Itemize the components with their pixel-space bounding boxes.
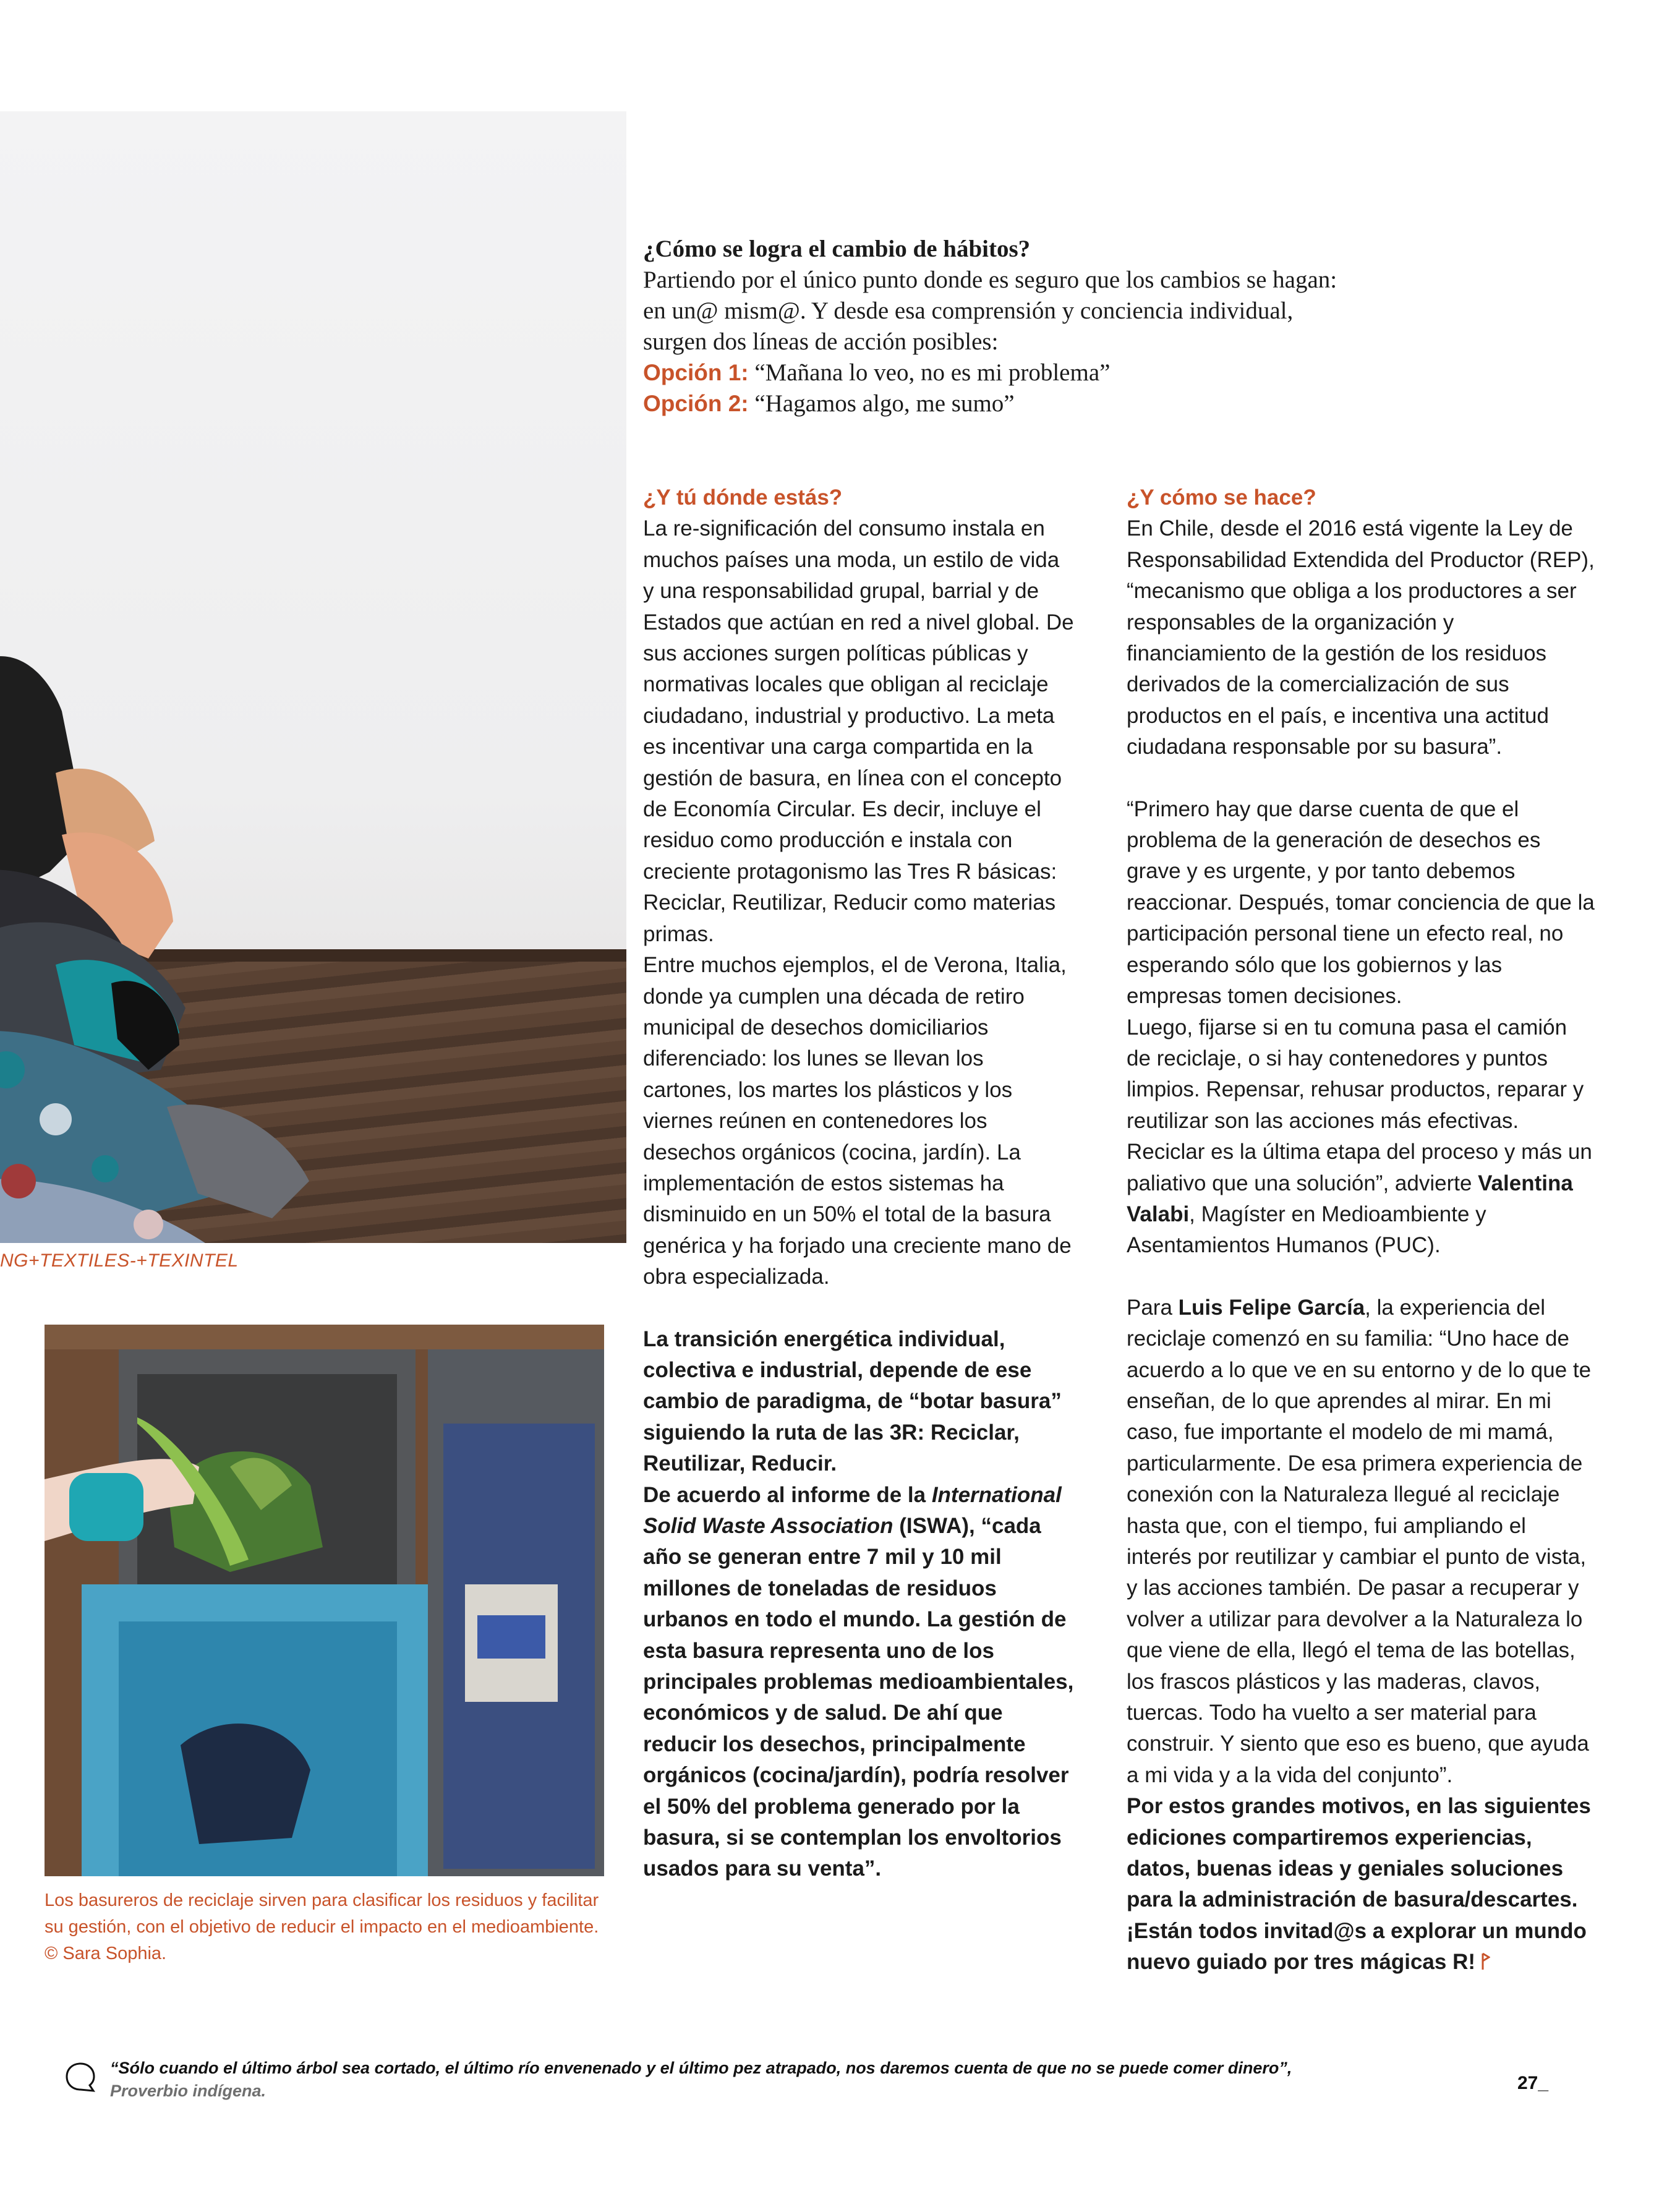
- iswa-intro: De acuerdo al informe de la: [643, 1482, 932, 1507]
- column-2-heading: ¿Y cómo se hace?: [1127, 485, 1316, 510]
- p3-text-b: , Magíster en Medioambiente y Asentamientos Humanos (PUC).: [1127, 1202, 1486, 1258]
- expert-name-valabi: Valentina Valabi: [1127, 1171, 1573, 1226]
- caption-text: Los basureros de reciclaje sirven para clasificar los residuos y facilitar su gestión, con el objetivo de reducir el impacto en el medioambiente.: [45, 1890, 599, 1937]
- option-1: [643, 357, 1459, 388]
- column-2-paragraph-2: “Primero hay que darse cuenta de que el problema de la generación de desechos es grave y es urgente, y por tanto debemos reaccionar. Después, tomar conciencia de que la participación personal tiene un efecto real, no esperando sólo que los gobiernos y las empresas tomen decisiones.: [1127, 797, 1595, 1009]
- intro-question: ¿Cómo se logra el cambio de hábitos?: [643, 236, 1031, 262]
- caption-credit: © Sara Sophia.: [45, 1944, 167, 1963]
- photo-caption: [45, 1887, 613, 1967]
- column-2-paragraph-1: En Chile, desde el 2016 está vigente la Ley de Responsabilidad Extendida del Productor (REP), “mecanismo que obliga a los productores a ser responsables de la organización y financiamiento de la gestión de los residuos derivados de la comercialización de sus productos en el país, e incentiva una actitud ciudadana responsable por su basura”.: [1127, 516, 1595, 759]
- option-2-text: “Hagamos algo, me sumo”: [748, 390, 1015, 417]
- option-1-label: Opción 1:: [643, 360, 749, 385]
- quote-source: Proverbio indígena.: [110, 2082, 266, 2100]
- intro-block: [643, 234, 1459, 419]
- column-1-heading: ¿Y tú dónde estás?: [643, 485, 843, 510]
- iswa-quote: (ISWA), “cada año se generan entre 7 mil y 10 mil millones de toneladas de residuos urbanos en todo el mundo. La gestión de esta basura representa uno de los principales problemas medioambientales, económicos y de salud. De ahí que reducir los desechos, principalmente orgánicos (cocina/jardín), podría resolver el 50% del problema generado por la basura, si se contemplan los envoltorios usados para su venta”.: [643, 1514, 1074, 1881]
- closing-paragraph: [1127, 1791, 1597, 1978]
- clothes-pile-illustration: [0, 637, 383, 1243]
- person-name-garcia: Luis Felipe García: [1178, 1295, 1365, 1320]
- article-column-1: [643, 482, 1076, 1885]
- column-1-iswa-paragraph: [643, 1480, 1076, 1885]
- intro-line-2: en un@ mism@. Y desde esa comprensión y conciencia individual,: [643, 297, 1294, 324]
- iswa-name: International Solid Waste Association: [643, 1482, 1062, 1538]
- intro-line-3: surgen dos líneas de acción posibles:: [643, 328, 999, 355]
- column-1-paragraph-2: Entre muchos ejemplos, el de Verona, Italia, donde ya cumplen una década de retiro municipal de desechos domiciliarios diferenciado: los lunes se llevan los cartones, los martes los plásticos y los viernes reúnen en contenedores los desechos orgánicos (cocina, jardín). La implementación de estos sistemas ha disminuido en un 50% el total de la basura genérica y ha forjado una creciente mano de obra especializada.: [643, 953, 1072, 1289]
- option-1-text: “Mañana lo veo, no es mi problema”: [748, 359, 1111, 386]
- closing-text: Por estos grandes motivos, en las siguientes ediciones compartiremos experiencias, datos, buenas ideas y geniales soluciones para la administración de basura/descartes. ¡Están todos invitad@s a explorar un mundo nuevo guiado por tres mágicas R!: [1127, 1794, 1591, 1975]
- column-1-paragraph-1: La re-significación del consumo instala en muchos países una moda, un estilo de vida y una responsabilidad grupal, barrial y de Estados que actúan en red a nivel global. De sus acciones surgen políticas públicas y normativas locales que obligan al reciclaje ciudadano, industrial y productivo. La meta es incentivar una carga compartida en la gestión de basura, en línea con el concepto de Economía Circular. Es decir, incluye el residuo como producción e instala con creciente protagonismo las Tres R básicas: Reciclar, Reutilizar, Reducir como materias primas.: [643, 516, 1074, 946]
- speech-bubble-icon: [65, 2062, 96, 2093]
- p4-text-b: , la experiencia del reciclaje comenzó en su familia: “Uno hace de acuerdo a lo que ve en su entorno y de lo que te enseñan, de lo que aprendes al mirar. En mi caso, fue importante el modelo de mi mamá, particularmente. De esa primera experiencia de conexión con la Naturaleza llegué al reciclaje hasta que, con el tiempo, fui ampliando el interés por reutilizar y cambiar el punto de vista, y las acciones también. De pasar a recuperar y volver a utilizar para devolver a la Naturaleza lo que viene de ella, llegó el tema de las botellas, los frascos plásticos y las maderas, clavos, tuercas. Todo ha vuelto a ser material para construir. Y siento que eso es bueno, que ayuda a mi vida y a la vida del conjunto”.: [1127, 1295, 1592, 1787]
- quote-text: “Sólo cuando el último árbol sea cortado, el último río envenenado y el último pez atrapado, nos daremos cuenta de que no se puede comer dinero”,: [110, 2059, 1292, 2077]
- p3-text-a: Luego, fijarse si en tu comuna pasa el camión de reciclaje, o si hay contenedores y puntos limpios. Repensar, rehusar productos, reparar y reutilizar son las acciones más efectivas. Reciclar es la última etapa del proceso y más un paliativo que una solución”, advierte: [1127, 1015, 1592, 1195]
- option-2: [643, 388, 1459, 419]
- recycling-bins-illustration: [45, 1325, 604, 1876]
- footer-quote: [110, 2057, 1470, 2103]
- clothes-photo: [0, 111, 626, 1243]
- column-1-highlight: La transición energética individual, colectiva e industrial, depende de ese cambio de paradigma, de “botar basura” siguiendo la ruta de las 3R: Reciclar, Reutilizar, Reducir.: [643, 1326, 1062, 1476]
- column-2-paragraph-4: [1127, 1292, 1597, 1792]
- page-number: 27_: [1517, 2073, 1549, 2093]
- column-2-paragraph-3: [1127, 1012, 1597, 1262]
- end-mark-icon: [1482, 1952, 1490, 1971]
- option-2-label: Opción 2:: [643, 391, 749, 416]
- photo-credit: NG+TEXTILES-+TEXINTEL: [0, 1250, 239, 1271]
- p4-text-a: Para: [1127, 1295, 1179, 1320]
- intro-line-1: Partiendo por el único punto donde es seguro que los cambios se hagan:: [643, 267, 1337, 293]
- recycling-bins-photo: [45, 1325, 604, 1876]
- article-column-2: [1127, 482, 1597, 1978]
